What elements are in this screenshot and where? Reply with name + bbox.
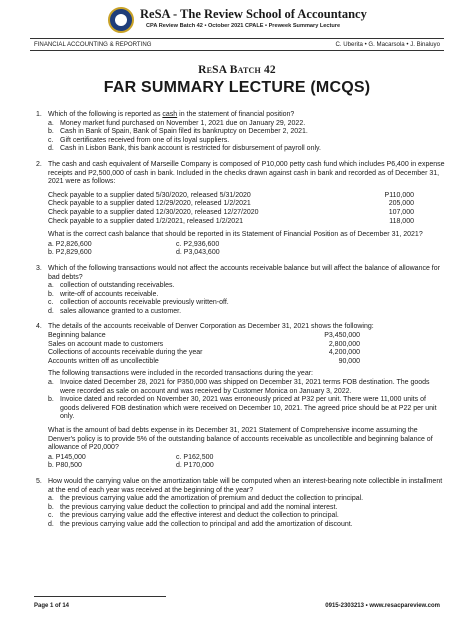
option-c: c. Gift certificates received from one of its loyal suppliers. [48,136,230,144]
receivable-details [48,332,446,366]
contact-info: 0915-2303213 • www.resacpareview.com [325,603,440,609]
detail-row: Sales on account made to customers 2,800,000 [48,340,360,348]
batch-heading: ReSA Batch 42 [198,64,276,76]
question-2 [36,161,446,258]
option-b: b. the previous carrying value deduct the collection to principal and add the nominal interest. [48,503,338,511]
question-stem: Which of the following transactions would not affect the accounts receivable balance but will affect the balance of allowance for bad debts? [48,264,440,281]
choice-b: b. P2,829,600 [48,249,92,257]
question-number: 4. [36,323,42,331]
brand-subline: CPA Review Batch 42 • October 2021 CPALE • Preweek Summary Lecture [146,23,341,29]
option-a: a. collection of outstanding receivables. [48,282,175,290]
transactions-intro: The following transactions were included in the recorded transactions during the year: [48,370,313,378]
option-b: b. Cash in Bank of Spain, Bank of Spain filed its bankruptcy on December 2, 2021. [48,128,308,136]
detail-row: Collections of accounts receivable during the year 4,200,000 [48,349,360,357]
page-number: Page 1 of 14 [34,603,70,609]
choice-c: c. P162,500 [176,453,214,461]
resa-logo-icon [108,7,134,33]
brand-name: ReSA - The Review School of Accountancy [140,7,367,21]
question-number: 2. [36,160,42,168]
question-stem: The cash and cash equivalent of Marseille Company is composed of P10,000 petty cash fund which includes P6,400 in expense receipts and P2,500,000 of cash in bank. Included in the checks drawn against cash in bank and recorded as of December 31, 2021 were as follows: [48,160,445,186]
subject-label: FINANCIAL ACCOUNTING & REPORTING [34,41,152,48]
check-row: Check payable to a supplier dated 1/2/2021, released 1/2/2021 118,000 [48,217,414,225]
choice-a: a. P145,000 [48,453,86,461]
detail-row: Beginning balance P3,450,000 [48,332,360,340]
question-number: 5. [36,477,42,485]
choice-d: d. P3,043,600 [176,249,220,257]
header-rule-bottom [30,50,444,51]
question-number: 1. [36,111,42,118]
question-4 [36,323,446,471]
question-number: 3. [36,264,42,272]
transaction-b: b. Invoice dated and recorded on November 30, 2021 was erroneously priced at P32 per unit. There were 11,000 units of goods delivered FOB destination which were received on December 10, 2021. The agreed price should be at P22 per unit only. [48,396,437,421]
check-row: Check payable to a supplier dated 12/30/2020, released 12/27/2020 107,000 [48,208,414,216]
choice-d: d. P170,000 [176,462,214,470]
authors-label: C. Uberita • G. Macarsola • J. Binaluyo [335,41,440,48]
page-title: FAR SUMMARY LECTURE (MCQS) [103,79,371,96]
detail-row: Accounts written off as uncollectible 90,000 [48,357,360,365]
question-5 [36,478,446,530]
question-prompt: What is the amount of bad debts expense in its December 31, 2021 Statement of Comprehensive income assuming the Denver's policy is to provide 5% of the outstanding balance of accounts receivable as uncollectible and beginning balance of allowance of P20,000? [48,427,433,452]
question-stem: Which of the following is reported as cash in the statement of financial position? [48,111,295,118]
question-stem: How would the carrying value on the amortization table will be computed when an interest-bearing note collectible in installment at the end of each year was received at the beginning of the year? [48,477,443,494]
header-rule-top [30,38,444,39]
document-body [36,111,446,537]
choice-b: b. P80,500 [48,462,82,470]
option-c: c. the previous carrying value add the effective interest and deduct the collection to principal. [48,512,339,520]
question-stem: The details of the accounts receivable of Denver Corporation as December 31, 2021 shows the following: [48,323,374,331]
option-d: d. Cash in Lisbon Bank, this bank account is restricted for disbursement of payroll only. [48,145,321,153]
option-b: b. write-off of accounts receivable. [48,290,159,298]
underlined-word: cash [162,111,178,118]
option-a: a. the previous carrying value add the amortization of premium and deduct the collection to principal. [48,495,364,503]
footer-rule [34,596,166,597]
page-header [0,6,474,36]
question-prompt: What is the correct cash balance that should be reported in its Statement of Financial Position as of December 31, 2021? [48,231,423,239]
answer-choices [48,241,446,258]
choice-a: a. P2,826,600 [48,240,92,248]
answer-choices [48,454,446,471]
option-d: d. the previous carrying value add the collection to principal and add the amortization of discount. [48,520,353,528]
transaction-a: a. Invoice dated December 28, 2021 for P350,000 was shipped on December 31, 2021 terms FOB destination. The goods were recorded as sale on account and was received by Customer Monica on January 3, 2022. [48,379,430,395]
question-3 [36,265,446,317]
option-d: d. sales allowance granted to a customer. [48,307,182,315]
checks-list [48,192,446,226]
choice-c: c. P2,936,600 [176,240,220,248]
question-1 [36,111,446,154]
option-c: c. collection of accounts receivable previously written-off. [48,299,229,307]
check-row: Check payable to a supplier dated 12/29/2020, released 1/2/2021 205,000 [48,200,414,208]
check-row: Check payable to a supplier dated 5/30/2020, released 5/31/2020 P110,000 [48,191,414,199]
option-a: a. Money market fund purchased on November 1, 2021 due on January 29, 2022. [48,119,306,127]
